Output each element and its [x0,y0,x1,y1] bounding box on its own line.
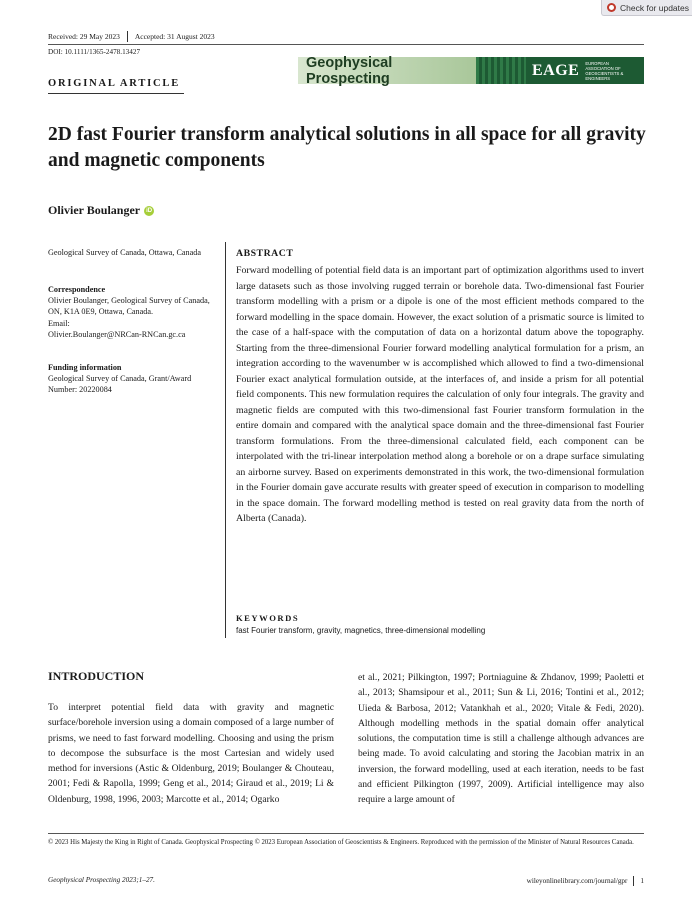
accepted-date: Accepted: 31 August 2023 [134,32,215,41]
funding-heading: Funding information [48,363,122,372]
footer-rule [48,833,644,834]
correspondence-heading: Correspondence [48,285,106,294]
page-footer [48,876,644,886]
check-updates-label: Check for updates [620,2,689,13]
abstract-heading: ABSTRACT [236,248,294,259]
header-rule [48,44,644,45]
journal-banner [298,54,644,87]
crossmark-icon [607,3,616,12]
keywords-text: fast Fourier transform, gravity, magnetics, three-dimensional modelling [236,626,486,635]
abstract-rule [225,242,226,638]
date-separator [127,31,128,42]
author [48,203,154,218]
eage-logo [476,57,644,84]
banner-graphic [476,57,526,84]
abstract-text: Forward modelling of potential field data is an important part of optimization algorithms used to invert large datasets such as those involving rugged terrain or borehole data. Two-dimensional fast Fourier transform modelling with a prism or a dipole is one of the most efficient methods compared to the forward modelling in the space domain. However, the exact solution of a prismatic source is limited to the case of a half-space with the computation of data on a horizontal datum above the topography. Starting from the three-dimensional Fourier forward modelling analytical formulation for a prism, an integration according to the wavenumber w is accomplished which allowed to find a two-dimensional Fourier exact analytical formulation outside, at the interfaces of, and inside a prism for all potential field components. This new formulation requires the calculation of only four integrals. The gravity and magnetic fields are computed with this two-dimensional fast Fourier transform formulation in the entire domain and compared with the analytical space domain and the three-dimensional fast Fourier transform formulations. From the three-dimensional calculated field, each component can be interpolated with the tri-linear interpolation method along a borehole or on a drape surface simulating an airborne survey. Based on experiments demonstrated in this work, the two-dimensional formulation in the Fourier domain gave accurate results with greater speed of execution in comparison to modelling in the space domain. The forward modelling method is tested on real gravity data from the north of Alberta (Canada). [236,265,644,524]
article-dates [48,31,215,42]
orcid-icon[interactable]: iD [146,207,153,214]
article-type: ORIGINAL ARTICLE [48,78,181,89]
funding-block [48,362,216,396]
keywords-heading: KEYWORDS [236,613,300,623]
funding-text: Geological Survey of Canada, Grant/Award Number: 20220084 [48,374,192,395]
journal-url[interactable]: wileyonlinelibrary.com/journal/gpr [526,877,628,885]
journal-citation: Geophysical Prospecting 2023;1–27. [48,876,155,884]
email-label: Email: [48,318,70,328]
eage-subtitle: EUROPEAN ASSOCIATION OF GEOSCIENTISTS & ENGINEERS [585,60,624,81]
introduction-heading: INTRODUCTION [48,669,145,683]
author-name[interactable]: Olivier Boulanger [48,203,141,217]
introduction-column-1: To interpret potential field data with gravity and magnetic surface/borehole inversion using a domain composed of a large number of prisms, we need to fast forward modelling. Choosing and using the prism to decompose the subsurface is the most Cartesian and widely used method for inversions (Astic & Oldenburg, 2019; Boulanger & Chouteau, 2001; Fedi & Rapolla, 1999; Geng et al., 2014; Giraud et al., 2019; Li & Oldenburg, 1998, 1996, 2003; Marcotte et al., 2014; Ogarko [48,702,334,805]
footer-separator [633,876,634,886]
correspondence-text: Olivier Boulanger, Geological Survey of Canada, ON, K1A 0E9, Ottawa, Canada. [48,296,210,317]
correspondence-block [48,284,216,340]
introduction-column-2: et al., 2021; Pilkington, 1997; Portniaguine & Zhdanov, 1999; Paoletti et al., 2013; Shamsipour et al., 2011; Sun & Li, 2016; Tontini et al., 2012; Uieda & Barbosa, 2012; Vatankhah et al., 2020; Vitale & Fedi, 2020). Although modelling methods in the spatial domain offer analytical solutions, the computation time is still a challenge although advances are being made. To avoid calculating and storing the Jacobian matrix in an inversion, the forward modelling, used at each iteration, needs to be fast and efficient Pilkington (1997, 2009). Artificial intelligence may also require a large amount of [358,672,644,806]
paper-title: 2D fast Fourier transform analytical solutions in all space for all gravity and magnetic components [48,124,646,171]
affiliation: Geological Survey of Canada, Ottawa, Canada [48,248,202,257]
doi[interactable]: DOI: 10.1111/1365-2478.13427 [48,48,141,56]
eage-name: EAGE [532,61,580,79]
page-number: 1 [640,877,644,885]
email-link[interactable]: Olivier.Boulanger@NRCan-RNCan.gc.ca [48,329,186,339]
article-type-underline [48,93,184,94]
journal-name: Geophysical Prospecting [298,57,476,84]
check-for-updates-button[interactable] [601,0,692,16]
received-date: Received: 29 May 2023 [48,32,120,41]
copyright-notice: © 2023 His Majesty the King in Right of Canada. Geophysical Prospecting © 2023 European Association of Geoscientists & Engineers. Reproduced with the permission of the Minister of Natural Resources Canada. [48,839,634,846]
